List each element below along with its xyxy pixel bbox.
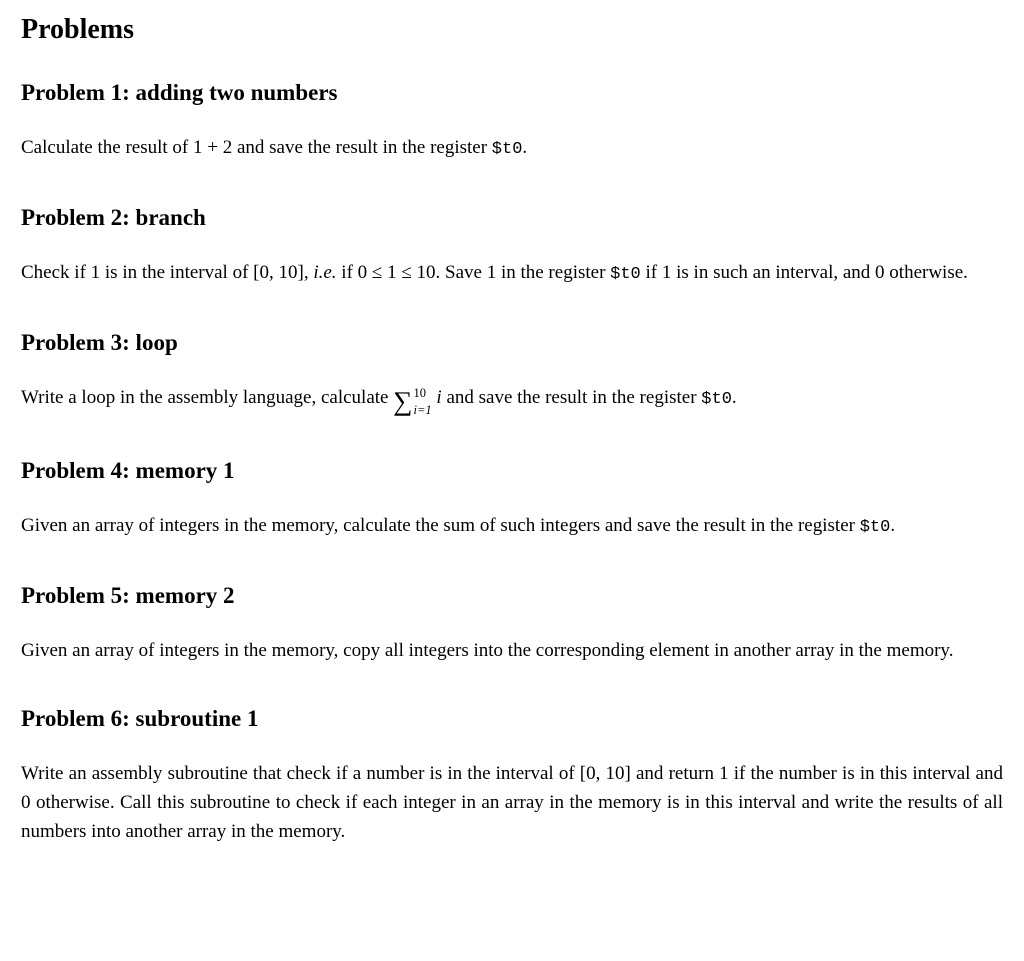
text-run-normal: Calculate the result of 1 + 2 and save the result in the register [21, 137, 492, 158]
problem-2-body [21, 258, 1003, 289]
problem-section-6 [21, 705, 1003, 846]
problem-4-body [21, 511, 1003, 542]
text-run-normal: Write a loop in the assembly language, calculate [21, 387, 394, 408]
problem-5-heading: Problem 5: memory 2 [21, 582, 235, 608]
text-run-normal: if 1 is in such an interval, and 0 otherwise. [640, 262, 968, 283]
problem-2-heading: Problem 2: branch [21, 205, 206, 230]
problem-3-heading: Problem 3: loop [21, 330, 178, 355]
text-run-normal: and save the result in the register [441, 387, 702, 408]
text-run-normal: . [731, 387, 737, 408]
problem-1-heading: Problem 1: adding two numbers [21, 80, 338, 105]
text-run-normal: Given an array of integers in the memory, calculate the sum of such integers and save the result in the register [21, 514, 860, 536]
problem-section-3 [21, 329, 1003, 417]
text-run-mono: $t0 [610, 265, 641, 284]
problem-4-heading: Problem 4: memory 1 [21, 457, 235, 483]
summation-upper-limit: 10 [413, 385, 426, 400]
text-run-italic: i.e. [313, 262, 337, 283]
problem-1-body [21, 133, 1003, 164]
text-run-normal: Given an array of integers in the memory, copy all integers into the corresponding element in another array in the memory. [21, 639, 954, 661]
text-run-normal: . [890, 514, 896, 536]
problem-section-1 [21, 79, 1003, 164]
text-run-normal: if 0 ≤ 1 ≤ 10. Save 1 in the register [336, 262, 611, 283]
summation-limits [414, 387, 432, 417]
problem-section-4 [21, 457, 1003, 542]
summation-lower-limit: i=1 [413, 403, 432, 417]
problem-6-heading: Problem 6: subroutine 1 [21, 705, 259, 731]
text-run-normal: Check if 1 is in the interval of [0, 10], [21, 262, 314, 283]
problem-section-5 [21, 582, 1003, 665]
text-run-normal: . [522, 137, 528, 158]
problem-3-body [21, 383, 1003, 417]
text-run-normal: Write an assembly subroutine that check if a number is in the interval of [0, 10] and return 1 if the number is in this interval and 0 otherwise. Call this subroutine to check if each integer in an array in the memory is in this interval and write the results of all numbers into another array in the memory. [21, 762, 1003, 842]
text-run-mono: $t0 [859, 517, 891, 537]
page-title: Problems [21, 14, 135, 45]
problem-section-2 [21, 204, 1003, 289]
text-run-mono: $t0 [701, 390, 732, 409]
text-run-italic: i [436, 387, 442, 408]
problem-5-body [21, 636, 1003, 665]
text-run-mono: $t0 [491, 140, 523, 159]
summation-notation [393, 387, 431, 417]
problem-6-body [21, 759, 1003, 846]
sigma-symbol: ∑ [393, 386, 413, 416]
